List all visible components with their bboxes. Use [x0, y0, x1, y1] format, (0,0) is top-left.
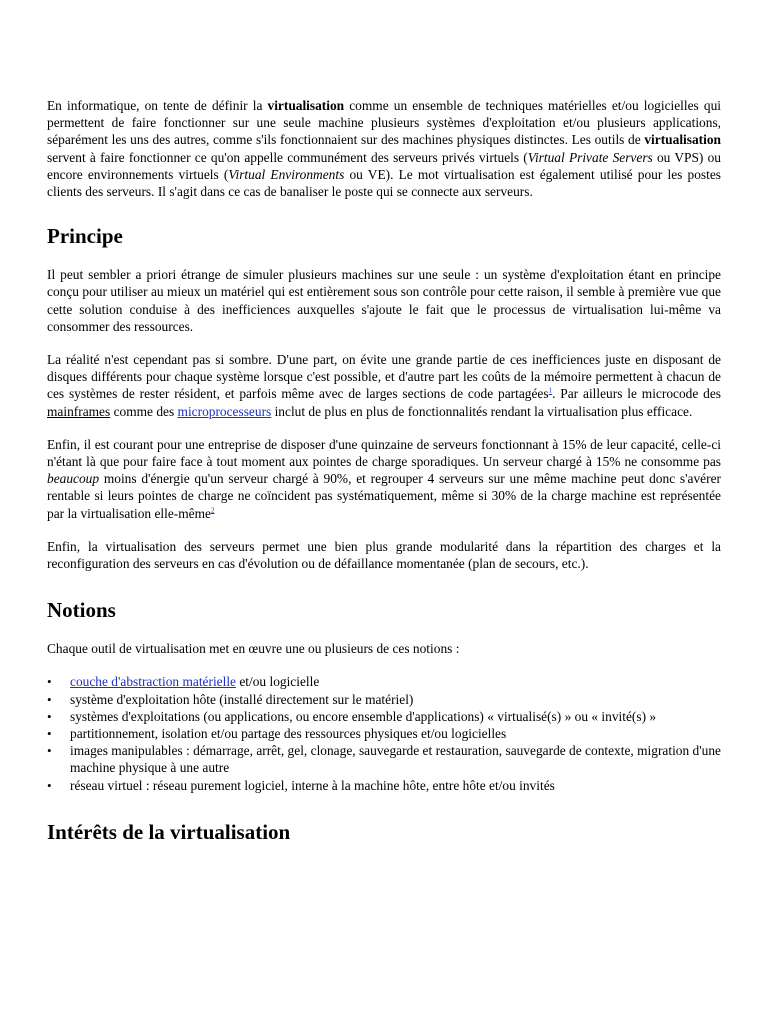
notions-list — [47, 673, 721, 793]
principe-paragraph-3 — [47, 436, 721, 522]
footnote-ref-1[interactable]: 1 — [548, 386, 553, 395]
list-item-text: et/ou logicielle — [236, 674, 320, 690]
intro-text: comme un ensemble de techniques matérielles et/ou logicielles qui permettent de faire fonctionner sur une seule machine plusieurs systèmes d'exploitation et/ou plusieurs applications, séparément les uns des autres, comme s'ils fonctionnaient sur des machines physiques distinctes. Les outils de — [47, 98, 721, 148]
principe-paragraph-2 — [47, 351, 721, 420]
principe-paragraph-4: Enfin, la virtualisation des serveurs permet une bien plus grande modularité dans la répartition des charges et la reconfiguration des serveurs en cas d'évolution ou de défaillance momentanée (plan de secours, etc.). — [47, 538, 721, 572]
footnote-ref-2[interactable]: 2 — [210, 506, 215, 515]
principe-text: comme des — [110, 403, 178, 419]
notions-intro: Chaque outil de virtualisation met en œuvre une ou plusieurs de ces notions : — [47, 641, 460, 657]
principe-text: Enfin, il est courant pour une entreprise de disposer d'une quinzaine de serveurs fonctionnant à 15% de leur capacité, celle-ci n'étant là que pour faire face à tout moment aux pointes de charge sporadiques. Un serveur chargé à 15% ne consomme pas — [47, 436, 721, 470]
intro-italic-term: Virtual Private Servers — [527, 149, 653, 165]
list-item — [47, 673, 721, 690]
principe-text: inclut de plus en plus de fonctionnalités rendant la virtualisation plus efficace. — [271, 403, 693, 419]
mainframes-link[interactable]: mainframes — [47, 403, 111, 419]
intro-paragraph — [47, 97, 721, 200]
heading-principe: Principe — [47, 224, 123, 249]
principe-text: La réalité n'est cependant pas si sombre. D'une part, on évite une grande partie de ces inefficiences juste en disposant de disques différents pour chaque système lorsque c'est possible, et d'autre part les coûts de la mémoire permettent à chacun de ces systèmes de rester résident, et parfois même avec de larges sections de code partagées — [47, 352, 721, 402]
list-item: • partitionnement, isolation et/ou partage des ressources physiques et/ou logicielles — [47, 725, 721, 742]
intro-text: En informatique, on tente de définir la — [47, 98, 268, 113]
heading-notions: Notions — [47, 598, 116, 623]
intro-text: ou VE). Le mot virtualisation est également utilisé pour les postes clients des serveurs. Il s'agit dans ce cas de banaliser le poste qui se connecte aux serveurs. — [47, 166, 721, 200]
abstraction-layer-link[interactable]: couche d'abstraction matérielle — [70, 674, 236, 690]
principe-text: . Par ailleurs le microcode des — [552, 386, 721, 402]
principe-italic-term: beaucoup — [47, 471, 100, 487]
heading-interets: Intérêts de la virtualisation — [47, 819, 291, 844]
list-item: • réseau virtuel : réseau purement logiciel, interne à la machine hôte, entre hôte et/ou invités — [47, 777, 721, 794]
intro-text: ou VPS) ou encore environnements virtuels ( — [47, 149, 722, 182]
microprocesseurs-link[interactable]: microprocesseurs — [177, 403, 272, 419]
list-item: • systèmes d'exploitations (ou applications, ou encore ensemble d'applications) « virtualisé(s) » ou « invité(s) » — [47, 708, 721, 725]
intro-bold-term: virtualisation — [267, 98, 345, 113]
intro-text: servent à faire fonctionner ce qu'on appelle communément des serveurs privés virtuels ( — [47, 149, 528, 165]
principe-paragraph-1: Il peut sembler a priori étrange de simuler plusieurs machines sur une seule : un système d'exploitation étant en principe conçu pour utiliser au mieux un matériel qui est entièrement sous son contrôle pour cette raison, il semble à première vue que cette solution conduise à des inefficiences auxquelles s'ajoute le fait que le processus de virtualisation lui-même va consommer des ressources. — [47, 267, 721, 334]
list-item: • système d'exploitation hôte (installé directement sur le matériel) — [47, 691, 721, 708]
intro-bold-term: virtualisation — [644, 132, 721, 148]
intro-italic-term: Virtual Environments — [228, 166, 345, 182]
list-item: • images manipulables : démarrage, arrêt, gel, clonage, sauvegarde et restauration, sauvegarde de contexte, migration d'une machine physique à une autre — [47, 742, 721, 776]
principe-text: moins d'énergie qu'un serveur chargé à 90%, et regrouper 4 serveurs sur une même machine peut donc s'avérer rentable si leurs pointes de charge ne coïncident pas systématiquement, même si 30% de la charge machine est représentée par la virtualisation elle-même — [47, 471, 721, 521]
